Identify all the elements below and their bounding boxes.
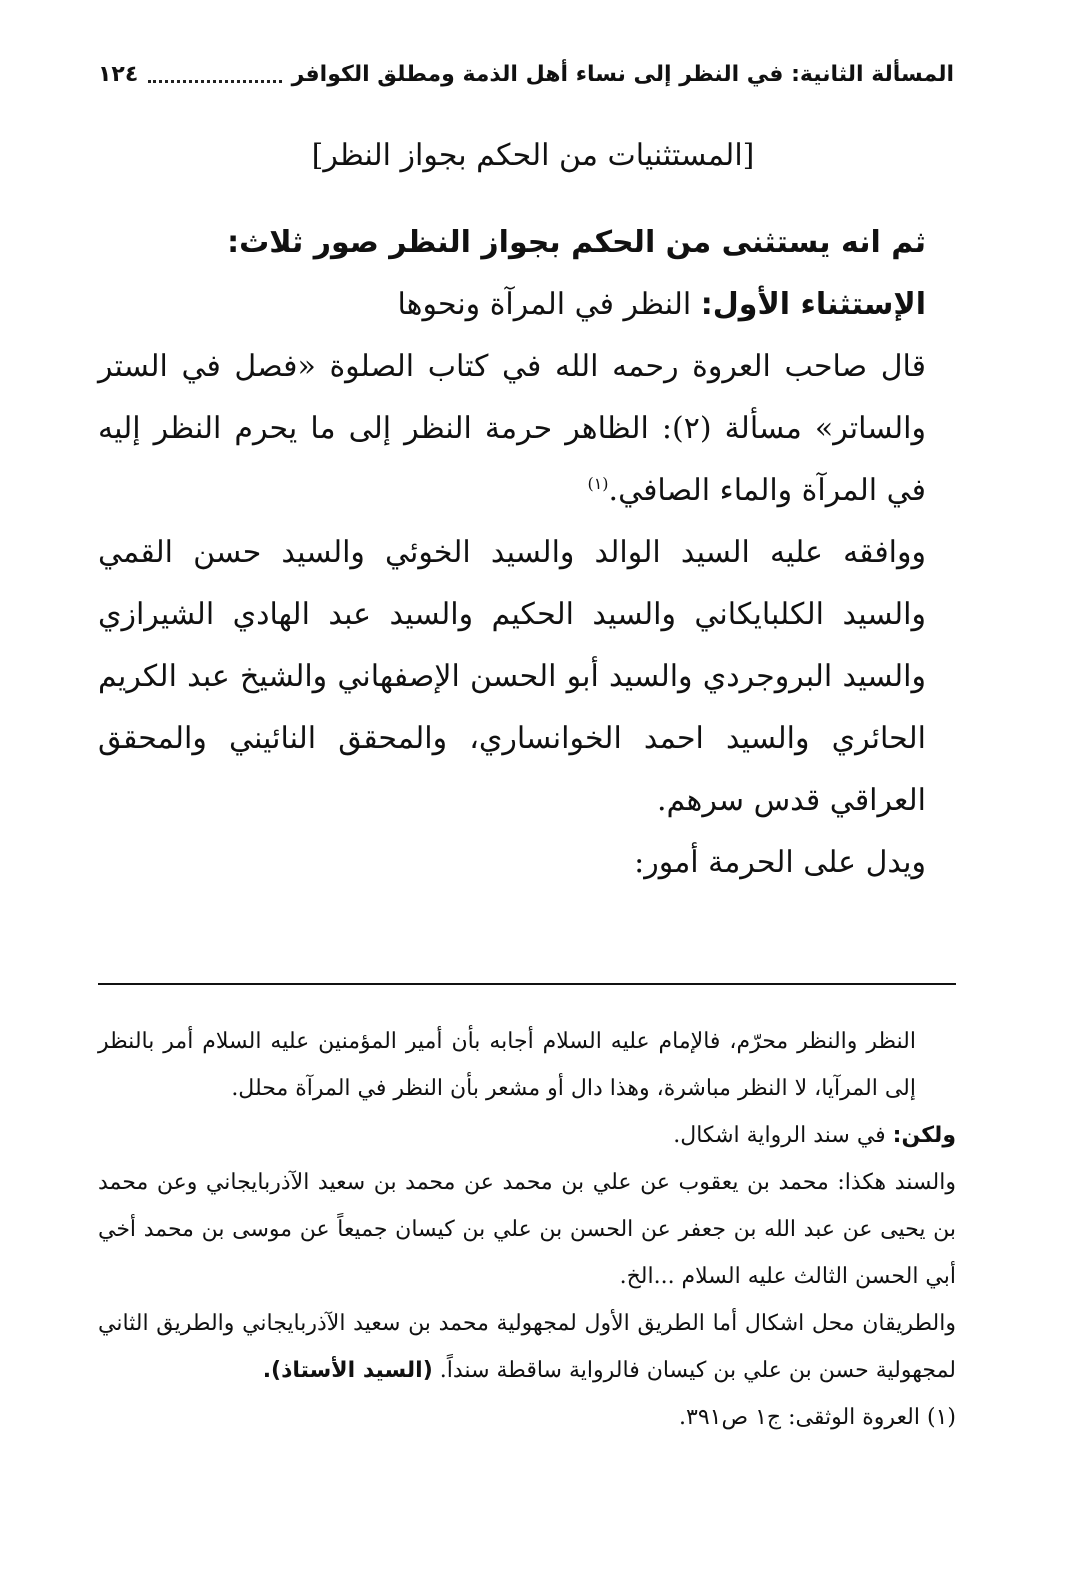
but-label: ولكن: [892,1123,956,1148]
exception-text: النظر في المرآة ونحوها [397,287,692,322]
footnote-1: (١) العروة الوثقى: ج١ ص٣٩١. [679,1405,956,1430]
footnote-ref: (١) [587,474,609,493]
intro-paragraph: ثم انه يستثنى من الحكم بجواز النظر صور ثلاث: [227,225,926,260]
attribution: (السيد الأستاذ). [262,1358,433,1383]
footnote-divider [98,983,956,985]
paths-text: والطريقان محل اشكال أما الطريق الأول لمجهولية محمد بن سعيد الآذربايجاني والطريق الثاني لمجهولية حسن بن علي بن كيسان فالرواية ساقطة سنداً. [98,1311,956,1383]
quote-text: قال صاحب العروة رحمه الله في كتاب الصلوة «فصل في الستر والساتر» مسألة (٢): الظاهر حرمة النظر إلى ما يحرم النظر إليه في المرآة والماء الصافي. [98,349,926,508]
note-line: النظر والنظر محرّم، فالإمام عليه السلام أجابه بأن أمير المؤمنين عليه السلام أمر بالنظر إلى المرآيا، لا النظر مباشرة، وهذا دال أو مشعر بأن النظر في المرآة محلل. [98,1029,917,1101]
main-text [98,212,956,894]
running-header [98,52,954,96]
page-number: ١٢٤ [98,61,139,87]
quote-paragraph [98,336,956,522]
but-text: في سند الرواية اشكال. [673,1123,886,1148]
footnotes-section [98,1018,956,1441]
but-line [98,1112,956,1159]
header-leader-dots [148,66,281,83]
sanad-paragraph: والسند هكذا: محمد بن يعقوب عن علي بن محمد عن محمد بن سعيد الآذربايجاني وعن محمد بن يحيى عن عبد الله بن جعفر عن الحسن بن علي بن كيسان جميعاً عن موسى بن محمد أخي أبي الحسن الثالث عليه السلام ...الخ. [98,1170,956,1289]
evidence-paragraph: ويدل على الحرمة أمور: [634,845,926,880]
section-title: [المستثنيات من الحكم بجواز النظر] [311,138,755,173]
exception-heading [98,274,956,336]
paths-paragraph [98,1300,956,1394]
exception-label: الإستثناء الأول: [700,287,926,322]
header-title: المسألة الثانية: في النظر إلى نساء أهل الذمة ومطلق الكوافر [291,61,954,87]
agreement-paragraph: ووافقه عليه السيد الوالد والسيد الخوئي والسيد حسن القمي والسيد الكلبايكاني والسيد الحكيم والسيد عبد الهادي الشيرازي والسيد البروجردي والسيد أبو الحسن الإصفهاني والشيخ عبد الكريم الحائري والسيد احمد الخوانساري، والمحقق النائيني والمحقق العراقي قدس سرهم. [98,535,926,818]
